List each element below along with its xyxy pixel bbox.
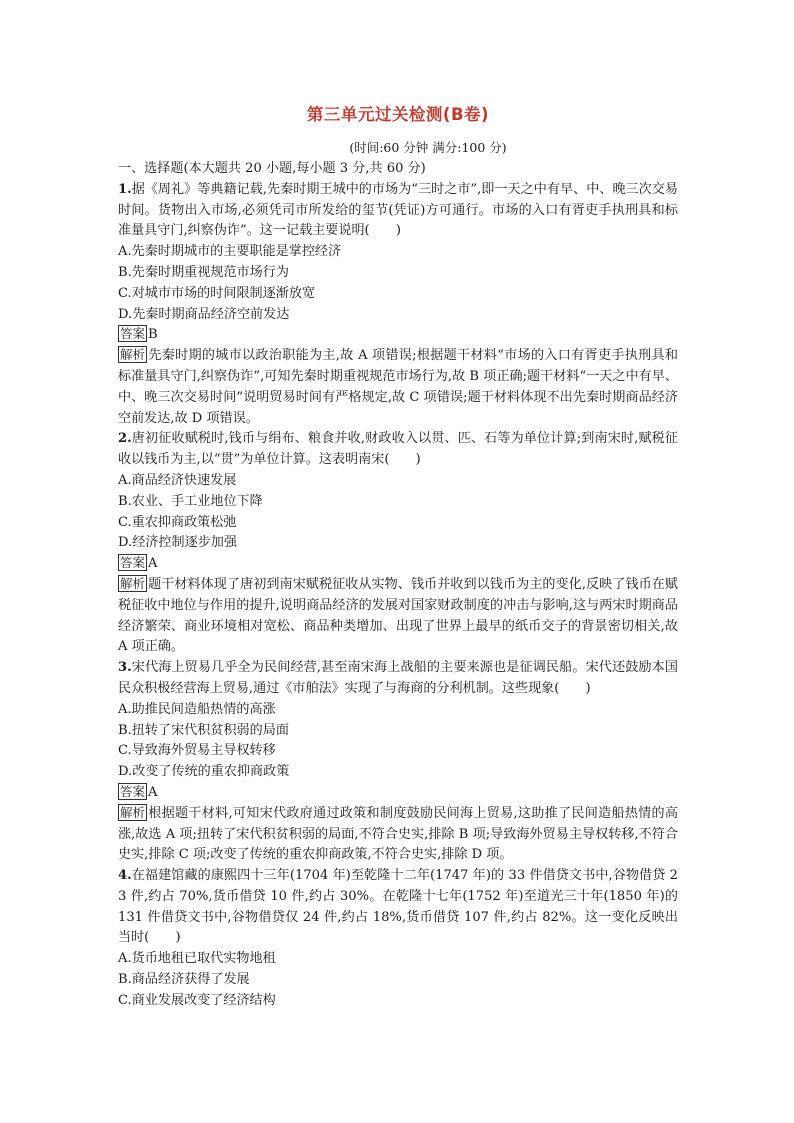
question-number: 3. <box>118 660 132 676</box>
answer-row <box>118 325 678 346</box>
question-stem <box>118 429 678 471</box>
option-c: C.商业发展改变了经济结构 <box>118 992 276 1008</box>
answer-value: B <box>148 327 158 343</box>
option-a: A.商品经济快速发展 <box>118 472 237 488</box>
question-number: 2. <box>118 431 132 447</box>
answer-value: A <box>148 784 158 800</box>
option-b: B.扭转了宋代积贫积弱的局面 <box>118 722 289 738</box>
question-number: 1. <box>118 181 132 197</box>
question-text: 在福建馆藏的康熙四十三年(1704 年)至乾隆十二年(1747 年)的 33 件借贷文书中,谷物借贷 23 件,约占 70%,货币借贷 10 件,约占 30%。在乾隆十七年(1752 年)至道光三十年(1850 年)的 131 件借贷文书中,谷物借贷仅 24 件,约占 18%,货币借贷 107 件,约占 82%。这一变化反映出当时( ) <box>118 868 683 946</box>
analysis-row <box>118 346 678 429</box>
option-b: B.先秦时期重视规范市场行为 <box>118 264 289 280</box>
page-title: 第三单元过关检测(B卷) <box>306 105 490 124</box>
question-text: 宋代海上贸易几乎全为民间经营,甚至南宋海上战船的主要来源也是征调民船。宋代还鼓励本国民众积极经营海上贸易,通过《市舶法》实现了与海商的分利机制。这些现象( ) <box>118 660 678 696</box>
option-a: A.助推民间造船热情的高涨 <box>118 701 276 717</box>
option-c: C.导致海外贸易主导权转移 <box>118 743 276 759</box>
question-1 <box>118 180 678 430</box>
analysis-text: 根据题干材料,可知宋代政府通过政策和制度鼓励民间海上贸易,这助推了民间造船热情的高涨,故选 A 项;扭转了宋代积贫积弱的局面,不符合史实,排除 B 项;导致海外贸易主导权转移,不符合史实,排除 C 项;改变了传统的重农抑商政策,不符合史实,排除 D 项。 <box>118 805 678 863</box>
option-b: B.商品经济获得了发展 <box>118 972 250 988</box>
question-2 <box>118 429 683 658</box>
analysis-text: 先秦时期的城市以政治职能为主,故 A 项错误;根据题干材料“市场的入口有胥吏手执刑具和标准量具守门,纠察伪诈”,可知先秦时期重视规范市场行为,故 B 项正确;题干材料“一天之中有早、中、晚三次交易时间”说明贸易时间有严格规定,故 C 项错误;题干材料体现不出先秦时期商品经济空前发达,故 D 项错误。 <box>118 348 678 426</box>
analysis-tag: 解析 <box>120 575 146 591</box>
answer-tag: 答案 <box>120 783 146 799</box>
option-d: D.经济控制逐步加强 <box>118 535 237 551</box>
answer-row <box>118 554 678 575</box>
exam-meta: (时间:60 分钟 满分:100 分) <box>349 140 507 155</box>
question-stem <box>118 658 678 700</box>
option-d: D.改变了传统的重农抑商政策 <box>118 764 290 780</box>
analysis-row <box>118 575 683 658</box>
option-d: D.先秦时期商品经济空前发达 <box>118 306 290 322</box>
option-a: A.先秦时期城市的主要职能是掌控经济 <box>118 244 342 260</box>
option-c: C.对城市市场的时间限制逐渐放宽 <box>118 285 316 301</box>
answer-tag: 答案 <box>120 326 146 342</box>
question-4 <box>118 866 683 1012</box>
question-3 <box>118 658 678 866</box>
option-a: A.货币地租已取代实物地租 <box>118 951 276 967</box>
section-heading: 一、选择题(本大题共 20 小题,每小题 3 分,共 60 分) <box>118 161 426 176</box>
question-text: 唐初征收赋税时,钱币与绢布、粮食并收,财政收入以贯、匹、石等为单位计算;到南宋时,赋税征收以钱币为主,以“贯”为单位计算。这表明南宋( ) <box>118 431 678 468</box>
option-b: B.农业、手工业地位下降 <box>118 493 263 509</box>
document-page <box>118 104 683 1012</box>
analysis-text: 题干材料体现了唐初到南宋赋税征收从实物、钱币并收到以钱币为主的变化,反映了钱币在赋税征收中地位与作用的提升,说明商品经济的发展对国家财政制度的冲击与影响,这与两宋时期商品经济繁荣、商业环境相对宽松、商品种类增加、出现了世界上最早的纸币交子的背景密切相关,故 A 项正确。 <box>118 576 683 655</box>
answer-value: A <box>148 556 158 572</box>
analysis-row <box>118 804 678 866</box>
question-stem <box>118 180 678 242</box>
answer-tag: 答案 <box>120 555 146 571</box>
analysis-tag: 解析 <box>120 804 146 820</box>
option-c: C.重农抑商政策松弛 <box>118 514 237 530</box>
question-number: 4. <box>118 868 132 884</box>
analysis-tag: 解析 <box>120 347 146 363</box>
answer-row <box>118 783 678 804</box>
question-stem <box>118 866 683 949</box>
question-text: 据《周礼》等典籍记载,先秦时期王城中的市场为“三时之市”,即一天之中有早、中、晚三次交易时间。货物出入市场,必须凭司市所发给的玺节(凭证)方可通行。市场的入口有胥吏手执刑具和标准量具守门,纠察伪诈”。这一记载主要说明( ) <box>118 181 678 239</box>
